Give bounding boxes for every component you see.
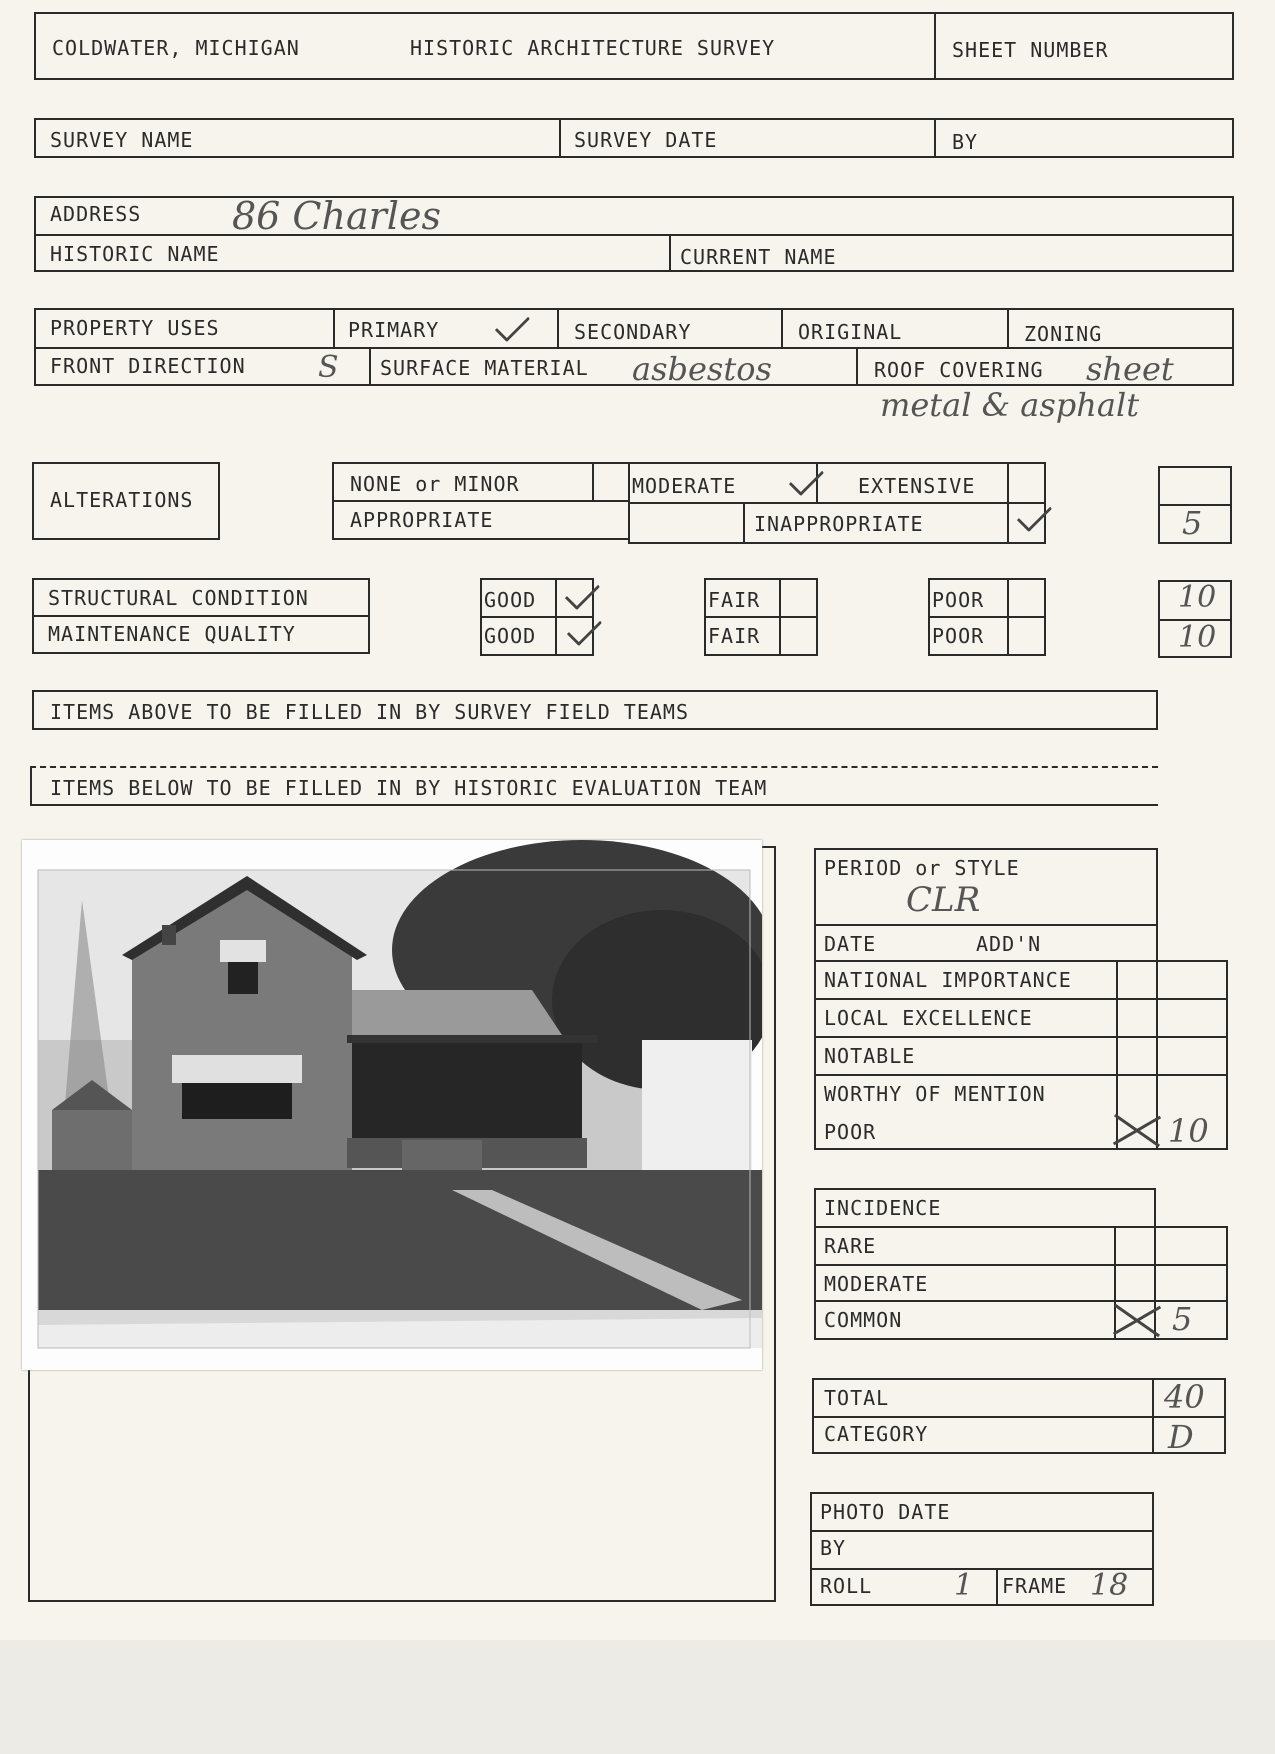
total-value: 40 [1164,1378,1205,1416]
alterations-label: ALTERATIONS [50,488,194,512]
survey-date-label: SURVEY DATE [574,128,718,152]
form-title: HISTORIC ARCHITECTURE SURVEY [410,36,776,60]
moderate-label: MODERATE [632,474,737,498]
address-label: ADDRESS [50,202,142,226]
items-below-note: ITEMS BELOW TO BE FILLED IN BY HISTORIC EVALUATION TEAM [50,776,768,800]
common-label: COMMON [824,1308,903,1332]
secondary-label: SECONDARY [574,320,692,344]
survey-by-label: BY [952,130,979,154]
poor-x-icon [1110,1114,1160,1148]
roof-covering-value-1: sheet [1086,350,1174,388]
common-score: 5 [1172,1300,1193,1338]
zoning-label: ZONING [1024,322,1103,346]
roof-covering-label: ROOF COVERING [874,358,1044,382]
historic-name-label: HISTORIC NAME [50,242,220,266]
extensive-label: EXTENSIVE [858,474,976,498]
current-name-label: CURRENT NAME [680,245,837,269]
city-label: COLDWATER, MICHIGAN [52,36,300,60]
eval-poor-label: POOR [824,1120,877,1144]
roll-value: 1 [954,1568,974,1603]
inappropriate-label: INAPPROPRIATE [754,512,924,536]
total-label: TOTAL [824,1386,890,1410]
structural-score: 10 [1178,580,1217,615]
period-style-value: CLR [906,880,981,920]
property-uses-label: PROPERTY USES [50,316,220,340]
none-minor-label: NONE or MINOR [350,472,520,496]
house-image [22,840,762,1370]
national-importance-label: NATIONAL IMPORTANCE [824,968,1072,992]
front-direction-label: FRONT DIRECTION [50,354,246,378]
frame-value: 18 [1090,1568,1129,1603]
fair-label-2: FAIR [708,624,761,648]
incidence-moderate-label: MODERATE [824,1272,929,1296]
common-x-icon [1110,1304,1160,1338]
maintenance-quality-label: MAINTENANCE QUALITY [48,622,296,646]
frame-label: FRAME [1002,1574,1068,1598]
rare-label: RARE [824,1234,877,1258]
alterations-score: 5 [1182,504,1203,542]
roof-covering-value-2: metal & asphalt [880,386,1140,424]
structural-condition-label: STRUCTURAL CONDITION [48,586,309,610]
items-above-note: ITEMS ABOVE TO BE FILLED IN BY SURVEY FIELD TEAMS [50,700,690,724]
period-style-label: PERIOD or STYLE [824,856,1020,880]
original-label: ORIGINAL [798,320,903,344]
front-direction-value: S [318,350,339,385]
category-value: D [1168,1418,1194,1456]
date-label: DATE [824,932,877,956]
photo-date-label: PHOTO DATE [820,1500,951,1524]
local-excellence-label: LOCAL EXCELLENCE [824,1006,1033,1030]
poor-score: 10 [1168,1112,1209,1150]
good-label-2: GOOD [484,624,537,648]
addn-label: ADD'N [976,932,1042,956]
poor-label-2: POOR [932,624,985,648]
photo-by-label: BY [820,1536,847,1560]
poor-label-1: POOR [932,588,985,612]
house-photograph [22,840,762,1370]
good-label-1: GOOD [484,588,537,612]
category-label: CATEGORY [824,1422,929,1446]
maintenance-score: 10 [1178,620,1217,655]
appropriate-label: APPROPRIATE [350,508,494,532]
surface-material-label: SURFACE MATERIAL [380,356,589,380]
address-value: 86 Charles [232,194,441,238]
incidence-label: INCIDENCE [824,1196,942,1220]
worthy-label: WORTHY OF MENTION [824,1082,1046,1106]
roll-label: ROLL [820,1574,873,1598]
notable-label: NOTABLE [824,1044,916,1068]
survey-name-label: SURVEY NAME [50,128,194,152]
surface-material-value: asbestos [632,350,772,388]
sheet-number-label: SHEET NUMBER [952,38,1109,62]
fair-label-1: FAIR [708,588,761,612]
primary-label: PRIMARY [348,318,440,342]
